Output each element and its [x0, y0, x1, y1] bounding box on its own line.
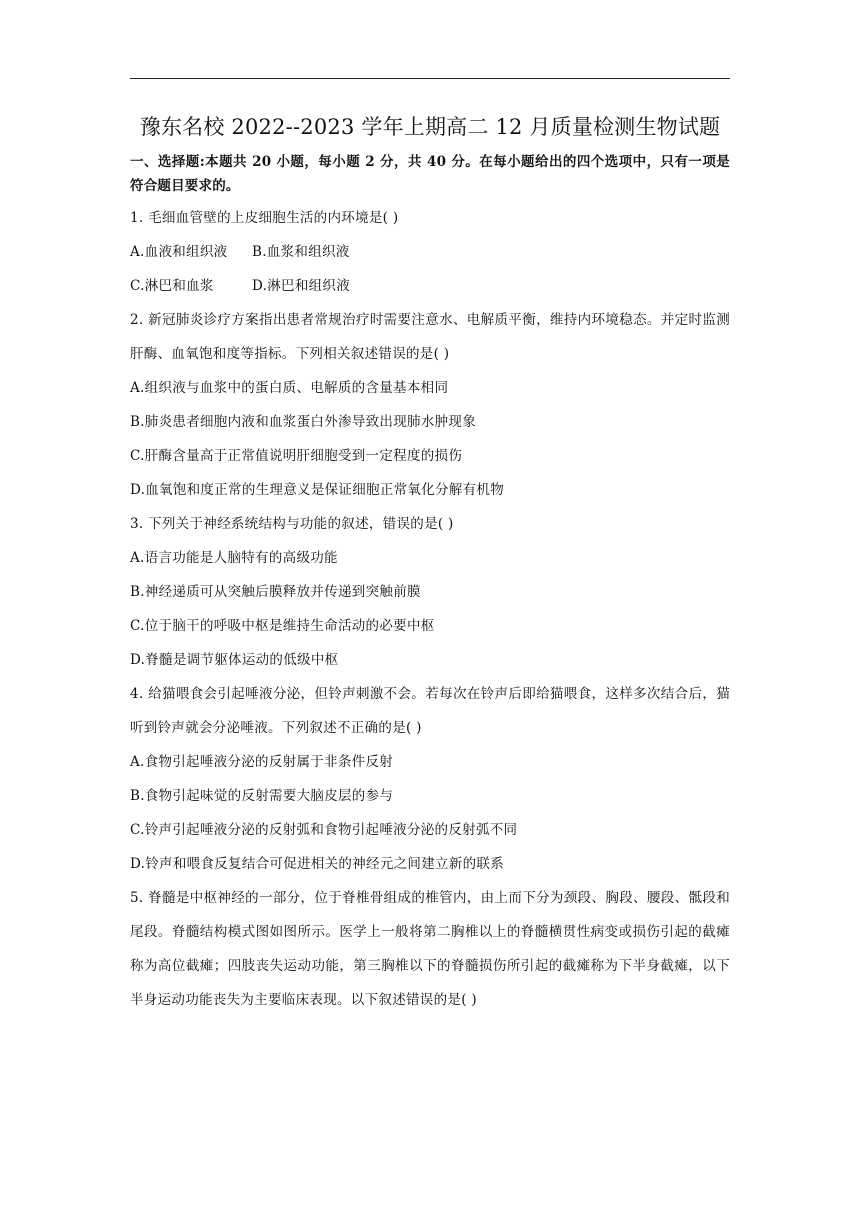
option-d: D.铃声和喂食反复结合可促进相关的神经元之间建立新的联系 — [130, 856, 505, 872]
question-3 — [130, 507, 730, 677]
header-rule — [130, 78, 730, 79]
option-b: B.食物引起味觉的反射需要大脑皮层的参与 — [130, 788, 394, 804]
option-row — [130, 269, 730, 303]
option-b: B.神经递质可从突触后膜释放并传递到突触前膜 — [130, 584, 421, 600]
option-a: A.血液和组织液 — [130, 244, 228, 260]
question-stem: 5. 脊髓是中枢神经的一部分，位于脊椎骨组成的椎管内，由上而下分为颈段、胸段、腰段、骶段和尾段。脊髓结构模式图如图所示。医学上一般将第二胸椎以上的脊髓横贯性病变或损伤引起的截瘫称为高位截瘫；四肢丧失运动功能，第三胸椎以下的脊髓损伤所引起的截瘫称为下半身截瘫，以下半身运动功能丧失为主要临床表现。以下叙述错误的是( ) — [130, 890, 730, 1008]
option-row — [130, 235, 730, 269]
option-b: B.肺炎患者细胞内液和血浆蛋白外渗导致出现肺水肿现象 — [130, 414, 477, 430]
section-heading: 一、选择题:本题共 20 小题，每小题 2 分，共 40 分。在每小题给出的四个选项中，只有一项是符合题目要求的。 — [130, 154, 730, 194]
option-d: D.脊髓是调节躯体运动的低级中枢 — [130, 652, 339, 668]
question-4 — [130, 677, 730, 881]
option-c: C.肝酶含量高于正常值说明肝细胞受到一定程度的损伤 — [130, 448, 463, 464]
exam-content — [130, 150, 730, 1017]
question-stem: 4. 给猫喂食会引起唾液分泌，但铃声刺激不会。若每次在铃声后即给猫喂食，这样多次结合后，猫听到铃声就会分泌唾液。下列叙述不正确的是( ) — [130, 686, 730, 736]
option-d: D.淋巴和组织液 — [252, 278, 351, 294]
option-d: D.血氧饱和度正常的生理意义是保证细胞正常氧化分解有机物 — [130, 482, 505, 498]
option-c: C.铃声引起唾液分泌的反射弧和食物引起唾液分泌的反射弧不同 — [130, 822, 518, 838]
option-c: C.淋巴和血浆 — [130, 278, 214, 294]
option-a: A.组织液与血浆中的蛋白质、电解质的含量基本相同 — [130, 380, 449, 396]
question-5 — [130, 881, 730, 1017]
question-1 — [130, 201, 730, 303]
option-b: B.血浆和组织液 — [252, 244, 350, 260]
option-a: A.食物引起唾液分泌的反射属于非条件反射 — [130, 754, 394, 770]
option-a: A.语言功能是人脑特有的高级功能 — [130, 550, 338, 566]
question-stem: 3. 下列关于神经系统结构与功能的叙述，错误的是( ) — [130, 516, 454, 532]
question-2 — [130, 303, 730, 507]
exam-title: 豫东名校 2022--2023 学年上期高二 12 月质量检测生物试题 — [139, 115, 721, 139]
question-stem: 2. 新冠肺炎诊疗方案指出患者常规治疗时需要注意水、电解质平衡，维持内环境稳态。并定时监测肝酶、血氧饱和度等指标。下列相关叙述错误的是( ) — [130, 312, 730, 362]
question-stem: 1. 毛细血管壁的上皮细胞生活的内环境是( ) — [130, 210, 399, 226]
option-c: C.位于脑干的呼吸中枢是维持生命活动的必要中枢 — [130, 618, 435, 634]
